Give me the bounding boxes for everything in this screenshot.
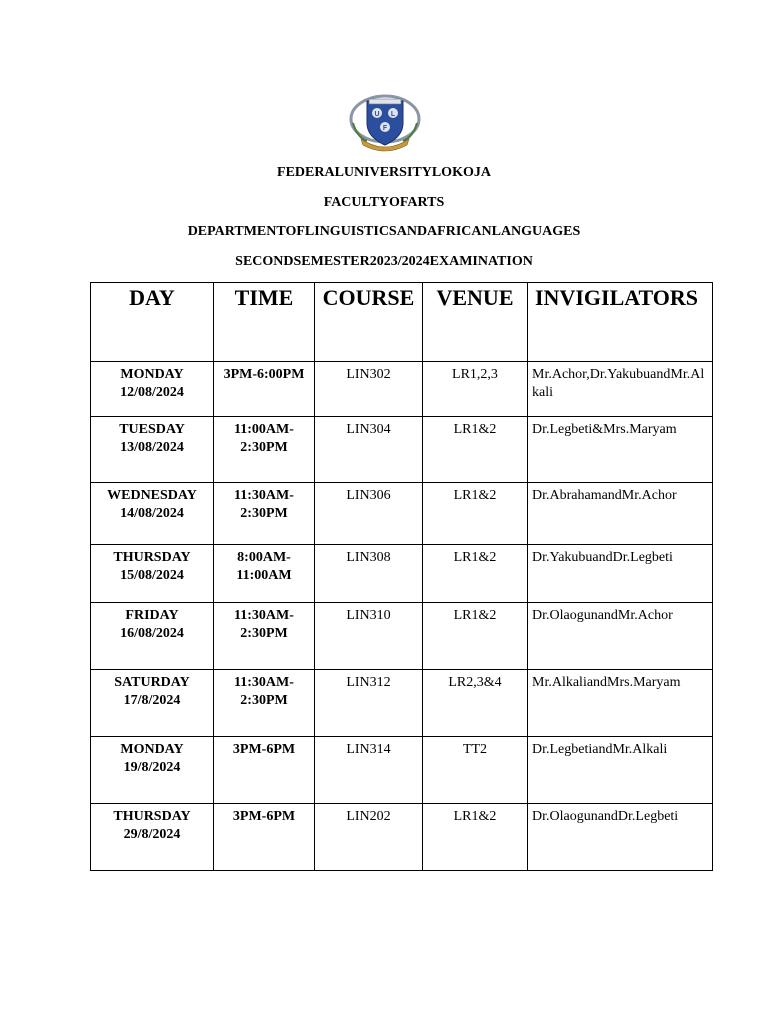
day-name: THURSDAY <box>113 809 191 824</box>
exam-date: 17/8/2024 <box>123 693 181 708</box>
time-range: 11:00AM-2:30PM <box>234 422 294 455</box>
column-header-time: TIME <box>214 283 315 362</box>
column-header-venue: VENUE <box>423 283 528 362</box>
exam-date: 29/8/2024 <box>123 827 181 842</box>
column-header-day: DAY <box>91 283 214 362</box>
exam-date: 12/08/2024 <box>120 385 184 400</box>
day-name: TUESDAY <box>119 422 185 437</box>
day-name: MONDAY <box>120 742 184 757</box>
university-name: FEDERALUNIVERSITYLOKOJA <box>277 165 491 180</box>
table-row <box>91 603 713 670</box>
time-cell: 3PM-6:00PM <box>214 362 315 417</box>
invigilators-cell: Dr.OlaogunandDr.Legbeti <box>528 804 713 871</box>
exam-timetable <box>90 282 713 871</box>
invigilators-cell: Dr.OlaogunandMr.Achor <box>528 603 713 670</box>
course-cell: LIN308 <box>315 545 423 603</box>
venue-cell: LR1&2 <box>423 417 528 483</box>
course-cell: LIN202 <box>315 804 423 871</box>
course-cell: LIN304 <box>315 417 423 483</box>
day-cell <box>91 362 214 417</box>
department-name: DEPARTMENTOFLINGUISTICSANDAFRICANLANGUAGES <box>187 224 581 239</box>
invigilators-cell: Dr.LegbetiandMr.Alkali <box>528 737 713 804</box>
time-cell <box>214 545 315 603</box>
course-cell: LIN306 <box>315 483 423 545</box>
venue-cell: LR1&2 <box>423 545 528 603</box>
course-cell: LIN310 <box>315 603 423 670</box>
time-cell: 3PM-6PM <box>214 804 315 871</box>
day-cell <box>91 545 214 603</box>
table-row <box>91 670 713 737</box>
exam-date: 15/08/2024 <box>120 568 184 583</box>
invigilators-cell: Mr.Achor,Dr.YakubuandMr.Alkali <box>528 362 713 417</box>
course-cell: LIN314 <box>315 737 423 804</box>
invigilators-cell: Dr.Legbeti&Mrs.Maryam <box>528 417 713 483</box>
table-row <box>91 737 713 804</box>
invigilators-cell: Dr.AbrahamandMr.Achor <box>528 483 713 545</box>
exam-title: SECONDSEMESTER2023/2024EXAMINATION <box>235 254 533 269</box>
table-row <box>91 804 713 871</box>
venue-cell: LR1,2,3 <box>423 362 528 417</box>
day-name: THURSDAY <box>113 550 191 565</box>
table-header-row <box>91 283 713 362</box>
faculty-name: FACULTYOFARTS <box>323 195 445 210</box>
invigilators-cell: Mr.AlkaliandMrs.Maryam <box>528 670 713 737</box>
table-row <box>91 417 713 483</box>
university-crest-icon <box>347 93 423 155</box>
svg-text:U: U <box>374 111 380 118</box>
exam-date: 14/08/2024 <box>120 506 184 521</box>
svg-text:L: L <box>390 111 396 118</box>
time-cell <box>214 603 315 670</box>
time-cell <box>214 670 315 737</box>
exam-date: 19/8/2024 <box>123 760 181 775</box>
day-cell <box>91 483 214 545</box>
table-row <box>91 483 713 545</box>
day-cell <box>91 417 214 483</box>
svg-text:F: F <box>382 125 388 132</box>
day-cell <box>91 737 214 804</box>
exam-date: 16/08/2024 <box>120 626 184 641</box>
time-cell: 3PM-6PM <box>214 737 315 804</box>
day-cell <box>91 670 214 737</box>
column-header-invigilators: INVIGILATORS <box>528 283 713 362</box>
venue-cell: LR1&2 <box>423 804 528 871</box>
day-name: WEDNESDAY <box>107 488 197 503</box>
time-cell <box>214 483 315 545</box>
time-range: 11:30AM-2:30PM <box>234 488 294 521</box>
time-range: 11:30AM-2:30PM <box>234 608 294 641</box>
venue-cell: LR1&2 <box>423 483 528 545</box>
venue-cell: LR2,3&4 <box>423 670 528 737</box>
invigilators-cell: Dr.YakubuandDr.Legbeti <box>528 545 713 603</box>
venue-cell: TT2 <box>423 737 528 804</box>
day-name: MONDAY <box>120 367 184 382</box>
column-header-course: COURSE <box>315 283 423 362</box>
course-cell: LIN312 <box>315 670 423 737</box>
time-range: 11:30AM-2:30PM <box>234 675 294 708</box>
venue-cell: LR1&2 <box>423 603 528 670</box>
table-row <box>91 362 713 417</box>
time-cell <box>214 417 315 483</box>
day-cell <box>91 603 214 670</box>
table-row <box>91 545 713 603</box>
course-cell: LIN302 <box>315 362 423 417</box>
time-range: 8:00AM-11:00AM <box>236 550 292 583</box>
day-cell <box>91 804 214 871</box>
day-name: FRIDAY <box>125 608 179 623</box>
exam-date: 13/08/2024 <box>120 440 184 455</box>
day-name: SATURDAY <box>114 675 190 690</box>
